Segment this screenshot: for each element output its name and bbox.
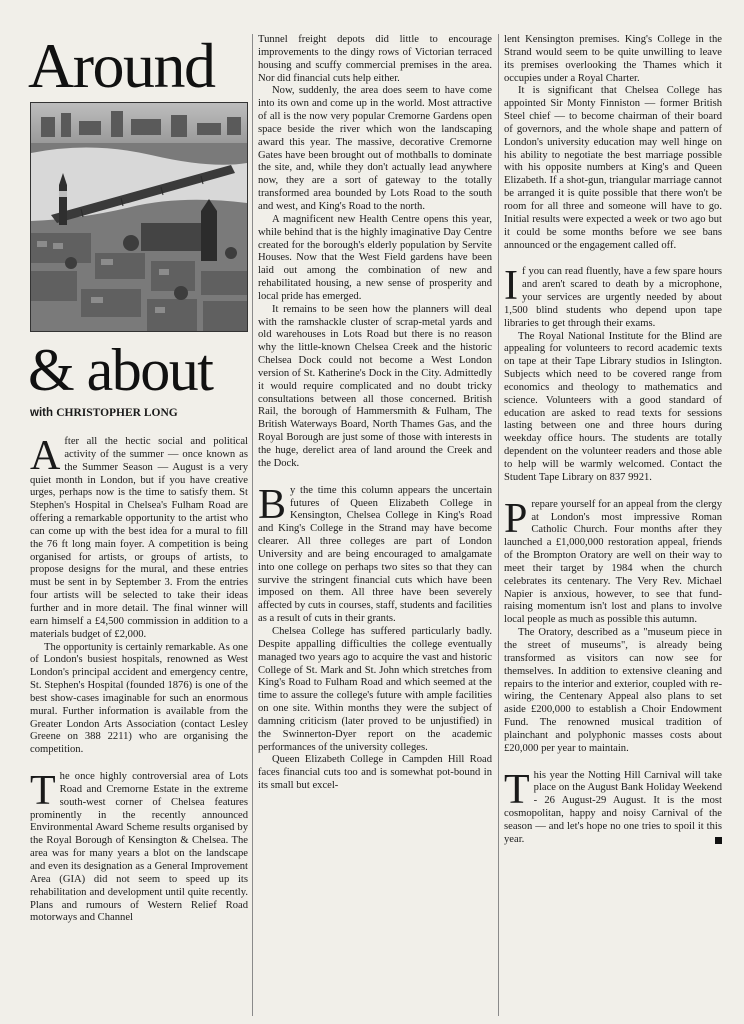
article-paragraph: Queen Elizabeth College in Campden Hill Road faces financial cuts too and is somewhat pot-bound in its small but excel- bbox=[258, 754, 492, 792]
headline-around: Around bbox=[28, 30, 215, 101]
column-divider bbox=[252, 34, 253, 1016]
article-paragraph: A magnificent new Health Centre opens this year, while behind that is the highly imaginative Day Centre created for the borough's elderly population by Servite Houses. Now that the West Field gardens have been laid out among the combination of new and rehabilitated housing, a new sense of prosperity and local pride has emerged. bbox=[258, 213, 492, 302]
headline-and-about: & about bbox=[28, 337, 213, 403]
column-divider bbox=[498, 34, 499, 1016]
article-paragraph: It remains to be seen how the planners will deal with the ramshackle cluster of scrap-metal yards and old warehouses in Lots Road but there is no reason why the little-known Chelsea Creek and the historic Chelsea Dock could not become a West London version of St. Katherine's Dock in the City. Admittedly it would require complicated and no doubt tricky consultations between all those concerned. British Rail, the borough of Hammersmith & Fulham, The British Waterways Board, North Thames Gas, and the Royal Borough are just some of those with interests in the huge, derelict area of land around the Creek and the Dock. bbox=[258, 303, 492, 469]
drop-cap: P bbox=[504, 495, 528, 542]
column-1 bbox=[30, 436, 248, 1016]
byline-author: CHRISTOPHER LONG bbox=[56, 407, 178, 419]
article-paragraph: Prepare yourself for an appeal from the clergy at London's most impressive Roman Catholic Church. Four months after they launched a £1,000,000 restoration appeal, friends of the Brompton Oratory are well on their way to meet their target by 1984 when the church celebrates its centenary. The Very Rev. Michael Napier is anxious, however, to see that fund-raising momentum isn't lost and plans to involve local people as much as possible this autumn. bbox=[504, 495, 722, 626]
column-3 bbox=[504, 34, 722, 1016]
article-paragraph: The Oratory, described as a "museum piece in the street of museums", is already being transformed as visitors can now see for themselves. In addition to extensive cleaning and repairs to the interior and exterior, coupled with re-wiring, the Centenary Appeal also plans to set aside £200,000 to establish a Choir Endowment Fund. The renowned musical tradition of plainchant and polyphonic masses costs about £20,000 per year to maintain. bbox=[504, 627, 722, 754]
drop-cap: T bbox=[504, 766, 530, 813]
end-of-article-mark bbox=[715, 837, 722, 844]
drop-cap: T bbox=[30, 768, 56, 815]
westminster-photo-illustration bbox=[31, 103, 247, 331]
article-paragraph: The once highly controversial area of Lots Road and Cremorne Estate in the extreme south-west corner of Chelsea features prominently in the recently announced Environmental Award Scheme results organised by the Royal Borough of Kensington & Chelsea. The area was for many years a blot on the landscape and even its designation as a General Improvement Area (GIA) did not seem to speed up its rehabilitation and development until quite recently. Plans and rumours of Western Relief Road motorways and Channel bbox=[30, 768, 248, 924]
article-paragraph: The opportunity is certainly remarkable. As one of London's busiest hospitals, renowned as West London's principal accident and emergency centre, St. Stephen's Hospital (founded 1876) is one of the best show-cases imaginable for such an enormous mural. Further information is available from the Greater London Arts Association (contact Lesley Greene on 388 2211) who are organising the competition. bbox=[30, 641, 248, 756]
byline-prefix: with bbox=[30, 407, 53, 419]
article-paragraph: This year the Notting Hill Carnival will take place on the August Bank Holiday Weekend - 26 August-29 August. It is the most cosmopolitan, happy and noisy Carnival of the season — and let's hope no one tries to spoil it this year. bbox=[504, 766, 722, 845]
article-paragraph: If you can read fluently, have a few spare hours and aren't scared to death by a microphone, your services are urgently needed by about 1,500 blind students who depend upon tape libraries to get through their exams. bbox=[504, 263, 722, 329]
byline bbox=[30, 407, 178, 419]
column-2 bbox=[258, 34, 492, 1016]
drop-cap: B bbox=[258, 481, 287, 528]
article-paragraph: lent Kensington premises. King's College in the Strand would seem to be quite unwilling to leave its premises overlooking the Thames which it occupies under a Royal Charter. bbox=[504, 34, 722, 84]
article-paragraph: It is significant that Chelsea College has appointed Sir Monty Finniston — former British Steel chief — to become chairman of their board of governors, and the whole shape and pattern of London's university education may well hinge on his ability to negotiate the best marriage possible with his opposite numbers at King's and Queen Elizabeth. If a shot-gun, triangular marriage cannot be arranged it is quite possible that there won't be room for all three and someone will have to go. Initial results were expected a week or two ago but it could be some months before we see bans announced or the engagement called off. bbox=[504, 85, 722, 251]
article-paragraph: The Royal National Institute for the Blind are appealing for volunteers to record academic texts on tape at their Tape Library studios in Islington. Subjects which need to be covered range from economics and theology to mathematics and science. Volunteers with a good standard of education are asked to read texts for sessions lasting between one and three hours during weekday office hours. The students are totally dependent on the volunteer readers and those able to help will be warmly welcomed. Contact the Student Tape Library on 837 9921. bbox=[504, 330, 722, 483]
drop-cap: I bbox=[504, 263, 518, 310]
article-paragraph: Now, suddenly, the area does seem to have come into its own and come up in the world. Most attractive of all is the now very popular Cremorne Gardens open space beside the river which won the landscaping award this year. The massive, decorative Cremorne Gates have been brought out of mothballs to dominate the site, and, while they don't actually lead anywhere now, they are a sort of gateway to the totally transformed area bounded by Lots Road to the south and west, and King's Road to the north. bbox=[258, 85, 492, 212]
article-paragraph: After all the hectic social and political activity of the summer — once known as the Summer Season — August is a very quiet month in London, but if you have creative urges, perhaps now is the time to satisfy them. St Stephen's Hospital in Chelsea's Fulham Road are offering a remarkable opportunity to the artist who can come up with the best idea for a mural to fill the 76 ft long main foyer. A competition is being organised for artists, or groups of artists, to propose designs for the mural, and these entries must be sent in by September 3. From the entries four artists will be selected to take their ideas further and in more detail. The final winner will earn himself a £4,500 commission in addition to a materials budget of £2,000. bbox=[30, 436, 248, 640]
article-paragraph: Tunnel freight depots did little to encourage improvements to the dingy rows of Victorian terraced housing and scuffy commercial premises in the area. Nor did financial cuts help either. bbox=[258, 34, 492, 84]
drop-cap: A bbox=[30, 436, 61, 479]
article-paragraph: By the time this column appears the uncertain futures of Queen Elizabeth College in Kensington, Chelsea College in King's Road and King's College in the Strand may have become clearer. All three colleges are part of London University and are being encouraged to amalgamate into one college on perhaps two sites so that they can survive the stringent financial cuts which have been imposed on them. All three have been severely affected by cuts in courses, staff, students and facilities as a result of cuts in their grants. bbox=[258, 481, 492, 625]
article-paragraph: Chelsea College has suffered particularly badly. Despite appalling difficulties the college eventually managed two years ago to acquire the vast and historic College of St. Mark and St. John which stretches from King's Road to Fulham Road and which seemed at the time to assure the college's future with ample facilities on one site. Within months they were the subject of damning criticism (later proved to be unjustified) in the Swinnerton-Dyer report on the academic performances of the university colleges. bbox=[258, 625, 492, 753]
westminster-aerial-photo bbox=[30, 102, 248, 332]
